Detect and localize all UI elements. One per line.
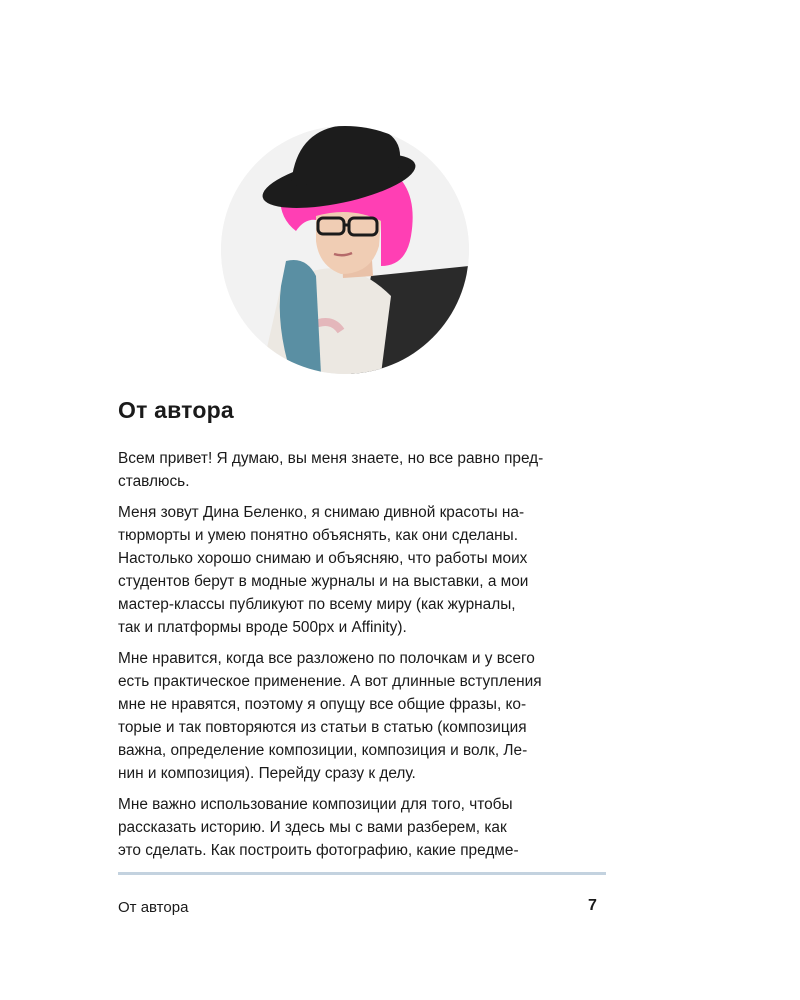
text-line: Меня зовут Дина Беленко, я снимаю дивной красоты на- — [118, 504, 525, 521]
text-line: Настолько хорошо снимаю и объясняю, что работы моих — [118, 550, 528, 567]
text-line: нин и композиция). Перейду сразу к делу. — [118, 765, 416, 782]
page-title: От автора — [118, 397, 234, 423]
text-line: Всем привет! Я думаю, вы меня знаете, но все равно пред- — [118, 450, 544, 467]
text-line: это сделать. Как построить фотографию, какие предме- — [118, 842, 519, 859]
footer-divider — [118, 872, 606, 875]
text-line: тюрморты и умею понятно объяснять, как они сделаны. — [118, 527, 519, 544]
text-line: важна, определение композиции, композиция и волк, Ле- — [118, 742, 528, 759]
author-portrait — [221, 126, 469, 374]
text-line: ставлюсь. — [118, 473, 190, 490]
paragraph — [118, 647, 583, 785]
paragraph — [118, 793, 583, 862]
text-line: мне не нравятся, поэтому я опущу все общие фразы, ко- — [118, 696, 527, 713]
page-number: 7 — [588, 897, 597, 914]
paragraph — [118, 447, 583, 493]
text-line: мастер-классы публикуют по всему миру (как журналы, — [118, 596, 516, 613]
text-line: так и платформы вроде 500px и Affinity). — [118, 619, 407, 636]
text-line: Мне нравится, когда все разложено по полочкам и у всего — [118, 650, 535, 667]
footer-section-title: От автора — [118, 899, 189, 916]
paragraph — [118, 501, 583, 639]
text-line: торые и так повторяются из статьи в статью (композиция — [118, 719, 527, 736]
body-text — [118, 447, 583, 870]
text-line: студентов берут в модные журналы и на выставки, а мои — [118, 573, 529, 590]
text-line: рассказать историю. И здесь мы с вами разберем, как — [118, 819, 507, 836]
text-line: есть практическое применение. А вот длинные вступления — [118, 673, 542, 690]
author-photo — [221, 126, 469, 374]
text-line: Мне важно использование композиции для того, чтобы — [118, 796, 513, 813]
